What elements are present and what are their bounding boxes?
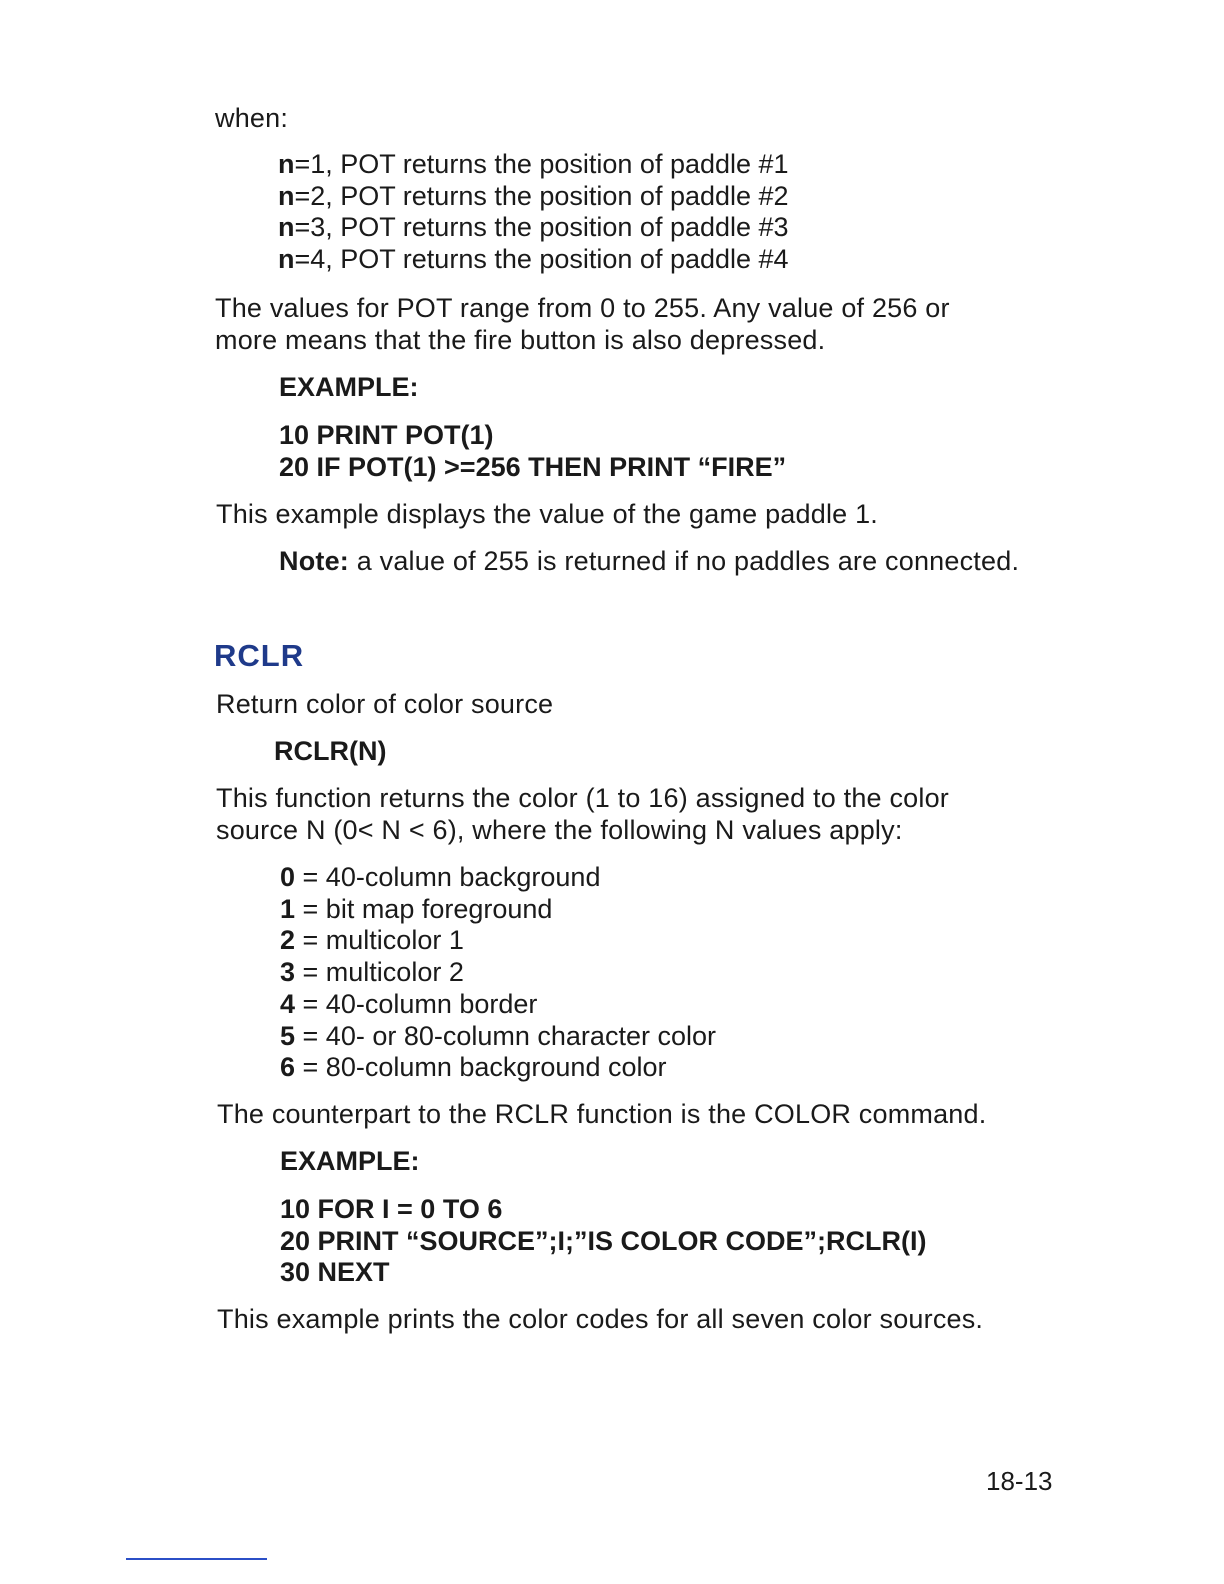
rclr-subtitle: Return color of color source [216, 689, 554, 719]
list-item-key: n [278, 149, 295, 179]
example-1-description: This example displays the value of the game paddle 1. [216, 499, 878, 529]
list-item-key: n [278, 244, 295, 275]
list-item-text: = 80-column background color [295, 1052, 667, 1083]
list-item-key: 0 [280, 862, 296, 892]
example-2-description: This example prints the color codes for all seven color sources. [217, 1304, 984, 1334]
list-item-text: =3, POT returns the position of paddle #3 [294, 212, 789, 243]
list-item [280, 1021, 716, 1053]
pot-range-line-1: The values for POT range from 0 to 255. Any value of 256 or [215, 293, 950, 323]
pot-paddle-list [278, 149, 789, 276]
intro-text: when: [215, 103, 289, 133]
list-item-text: = 40-column background [295, 862, 601, 892]
footer-rule [126, 1558, 267, 1560]
list-item-text: = 40-column border [295, 988, 538, 1019]
list-item-key: 3 [280, 957, 296, 988]
rclr-description-line-1: This function returns the color (1 to 16) assigned to the color [216, 783, 949, 813]
rclr-values-list [280, 862, 716, 1084]
rclr-description-line-2: source N (0< N < 6), where the following N values apply: [216, 815, 903, 845]
list-item-key: 4 [280, 988, 296, 1019]
list-item-text: =2, POT returns the position of paddle #2 [294, 180, 789, 211]
note-text: a value of 255 is returned if no paddles are connected. [349, 546, 1020, 576]
example-1-code-line-1: 10 PRINT POT(1) [279, 420, 494, 450]
pot-range-line-2: more means that the fire button is also depressed. [215, 325, 826, 355]
note-paragraph [279, 545, 1019, 577]
list-item [278, 212, 789, 244]
example-2-code-line-3: 30 NEXT [280, 1257, 390, 1287]
list-item-text: =1, POT returns the position of paddle #1 [294, 149, 789, 179]
list-item-key: 6 [280, 1052, 296, 1083]
note-label: Note: [279, 546, 349, 576]
section-heading-rclr: RCLR [214, 638, 305, 673]
list-item [280, 862, 716, 894]
list-item-key: 2 [280, 925, 296, 956]
list-item-key: n [278, 180, 295, 211]
list-item [280, 989, 716, 1021]
page-number: 18-13 [986, 1466, 1053, 1496]
rclr-syntax: RCLR(N) [274, 736, 387, 766]
example-2-label: EXAMPLE: [280, 1146, 420, 1176]
example-2-code-line-2: 20 PRINT “SOURCE”;I;”IS COLOR CODE”;RCLR(I) [280, 1226, 927, 1256]
list-item-text: = multicolor 2 [295, 957, 464, 988]
list-item [278, 181, 789, 213]
example-1-label: EXAMPLE: [279, 372, 419, 402]
list-item [280, 957, 716, 989]
list-item-text: = multicolor 1 [295, 925, 464, 956]
list-item-key: n [278, 212, 295, 243]
example-1-code-line-2: 20 IF POT(1) >=256 THEN PRINT “FIRE” [279, 452, 787, 482]
rclr-counterpart: The counterpart to the RCLR function is the COLOR command. [217, 1099, 987, 1129]
list-item-key: 5 [280, 1020, 296, 1051]
list-item [280, 925, 716, 957]
example-2-code-line-1: 10 FOR I = 0 TO 6 [280, 1194, 503, 1224]
list-item-text: = 40- or 80-column character color [295, 1020, 716, 1051]
list-item [280, 894, 716, 926]
list-item [278, 244, 789, 276]
list-item [280, 1052, 716, 1084]
list-item [278, 149, 789, 181]
list-item-text: = bit map foreground [295, 893, 553, 924]
list-item-text: =4, POT returns the position of paddle #4 [294, 244, 789, 275]
list-item-key: 1 [280, 893, 296, 924]
